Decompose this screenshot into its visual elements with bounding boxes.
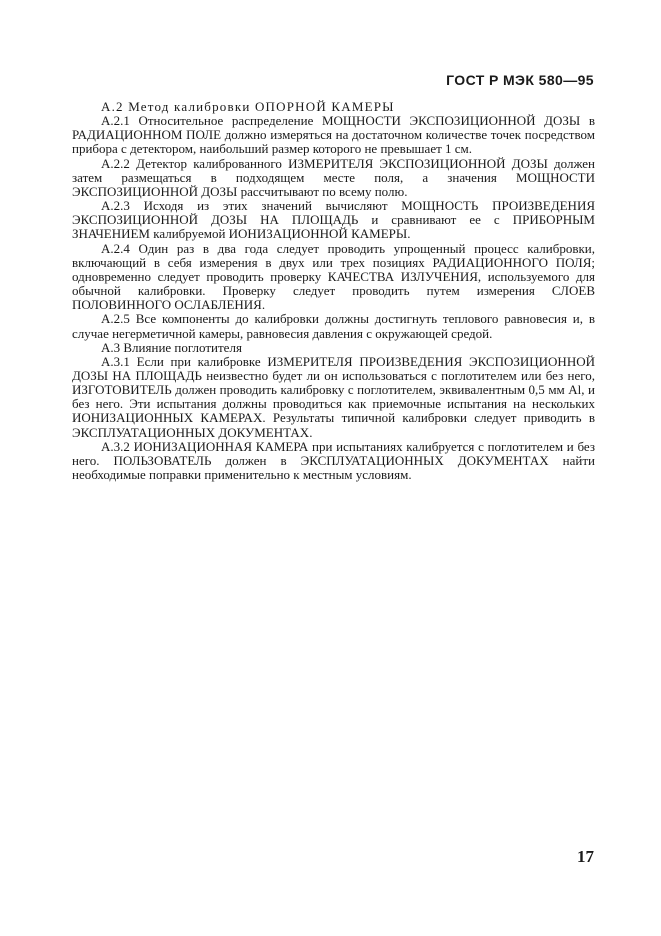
clause-a3-1: А.3.1 Если при калибровке ИЗМЕРИТЕЛЯ ПРОИЗВЕДЕНИЯ ЭКСПОЗИЦИОННОЙ ДОЗЫ НА ПЛОЩАДЬ неизвестно будет ли он использоваться с поглотителем или без него, ИЗГОТОВИТЕЛЬ должен проводить калибровку с поглотителем, эквивалентным 0,5 мм Al, и без него. Эти испытания должны проводиться как приемочные испытания на нескольких ИОНИЗАЦИОННЫХ КАМЕРАХ. Результаты типичной калибровки следует приводить в ЭКСПЛУАТАЦИОННЫХ ДОКУМЕНТАХ. — [72, 353, 595, 440]
clause-a3-2: А.3.2 ИОНИЗАЦИОННАЯ КАМЕРА при испытаниях калибруется с поглотителем и без него. ПОЛЬЗОВАТЕЛЬ должен в ЭКСПЛУАТАЦИОННЫХ ДОКУМЕНТАХ найти необходимые поправки применительно к местным условиям. — [72, 438, 595, 483]
clause-a2-4: А.2.4 Один раз в два года следует проводить упрощенный процесс калибровки, включающий в себя измерения в двух или трех позициях РАДИАЦИОННОГО ПОЛЯ; одновременно следует проводить проверку КАЧЕСТВА ИЗЛУЧЕНИЯ, используемого для обычной калибровки. Проверку следует проводить путем измерения СЛОЕВ ПОЛОВИННОГО ОСЛАБЛЕНИЯ. — [72, 240, 595, 313]
clause-a2-5: А.2.5 Все компоненты до калибровки должны достигнуть теплового равновесия и, в случае негерметичной камеры, равновесия давления с окружающей средой. — [72, 311, 595, 341]
page-number: 17 — [577, 847, 594, 866]
page-header-standard-id: ГОСТ Р МЭК 580—95 — [446, 72, 594, 88]
document-body — [72, 100, 595, 482]
section-heading-a3: А.3 Влияние поглотителя — [101, 339, 242, 355]
section-heading-a2: А.2 Метод калибровки ОПОРНОЙ КАМЕРЫ — [101, 99, 395, 114]
clause-a2-1: А.2.1 Относительное распределение МОЩНОСТИ ЭКСПОЗИЦИОННОЙ ДОЗЫ в РАДИАЦИОННОМ ПОЛЕ должно измеряться на достаточном количестве точек посредством прибора с детектором, наибольший размер которого не превышает 1 см. — [72, 113, 595, 157]
clause-a2-3: А.2.3 Исходя из этих значений вычисляют МОЩНОСТЬ ПРОИЗВЕДЕНИЯ ЭКСПОЗИЦИОННОЙ ДОЗЫ НА ПЛОЩАДЬ и сравнивают ее с ПРИБОРНЫМ ЗНАЧЕНИЕМ калибруемой ИОНИЗАЦИОННОЙ КАМЕРЫ. — [72, 198, 595, 242]
clause-a2-2: А.2.2 Детектор калиброванного ИЗМЕРИТЕЛЯ ЭКСПОЗИЦИОННОЙ ДОЗЫ должен затем размещаться в подходящем месте поля, а значения МОЩНОСТИ ЭКСПОЗИЦИОННОЙ ДОЗЫ рассчитывают по всему полю. — [72, 155, 595, 199]
